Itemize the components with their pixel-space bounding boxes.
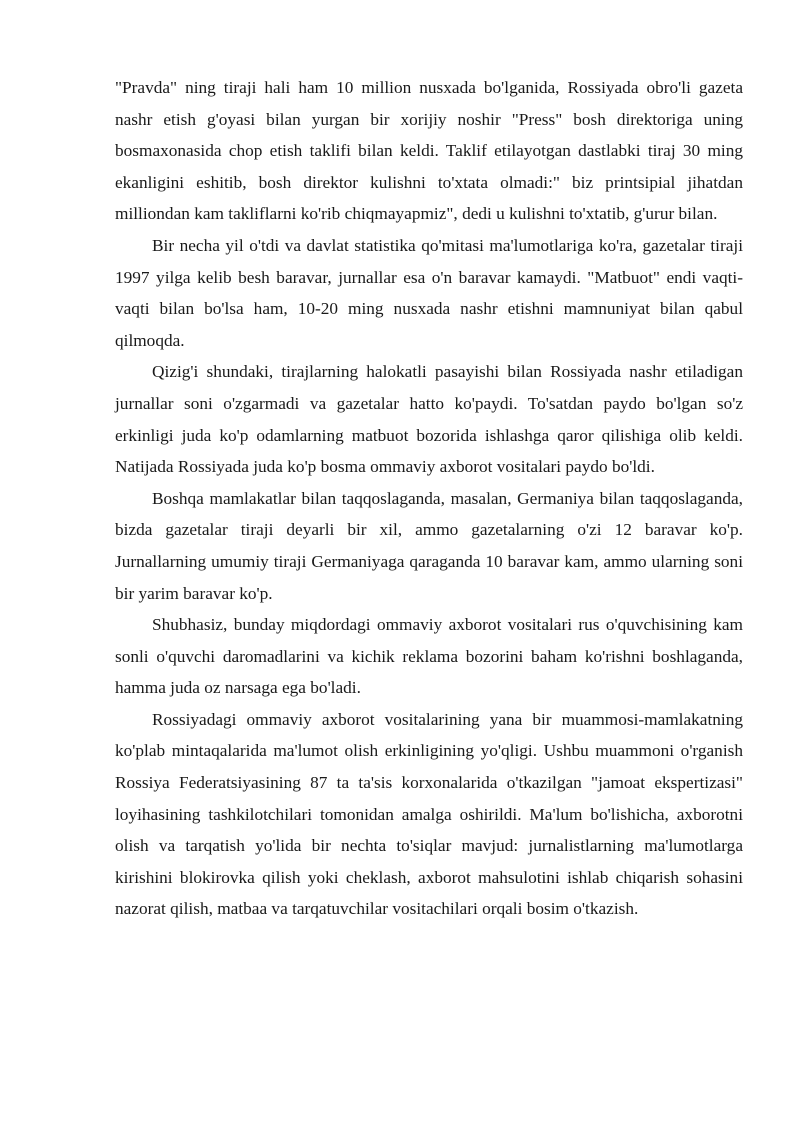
paragraph: Shubhasiz, bunday miqdordagi ommaviy axborot vositalari rus o'quvchisining kam sonli o'quvchi daromadlarini va kichik reklama bozorini baham ko'rishni boshlaganda, hamma juda oz narsaga ega bo'ladi. xyxy=(115,615,743,698)
paragraph: "Pravda" ning tiraji hali ham 10 million nusxada bo'lganida, Rossiyada obro'li gazeta nashr etish g'oyasi bilan yurgan bir xorijiy noshir "Press" bosh direktoriga uning bosmaxonasida chop etish taklifi bilan keldi. Taklif etilayotgan dastlabki tiraj 30 ming ekanligini eshitib, bosh direktor kulishni to'xtata olmadi:" biz printsipial jihatdan milliondan kam takliflarni ko'rib chiqmayapmiz", dedi u kulishni to'xtatib, g'urur bilan. xyxy=(115,78,743,224)
paragraph: Qizig'i shundaki, tirajlarning halokatli pasayishi bilan Rossiyada nashr etiladigan jurnallar soni o'zgarmadi va gazetalar hatto ko'paydi. To'satdan paydo bo'lgan so'z erkinligi juda ko'p odamlarning matbuot bozorida ishlashga qaror qilishiga olib keldi. Natijada Rossiyada juda ko'p bosma ommaviy axborot vositalari paydo bo'ldi. xyxy=(115,362,743,477)
paragraph: Bir necha yil o'tdi va davlat statistika qo'mitasi ma'lumotlariga ko'ra, gazetalar tiraji 1997 yilga kelib besh baravar, jurnallar esa o'n baravar kamaydi. "Matbuot" endi vaqti-vaqti bilan bo'lsa ham, 10-20 ming nusxada nashr etishni mamnuniyat bilan qabul qilmoqda. xyxy=(115,235,743,350)
paragraph: Boshqa mamlakatlar bilan taqqoslaganda, masalan, Germaniya bilan taqqoslaganda, bizda gazetalar tiraji deyarli bir xil, ammo gazetalarning o'zi 12 baravar ko'p. Jurnallarning umumiy tiraji Germaniyaga qaraganda 10 baravar kam, ammo ularning soni bir yarim baravar ko'p. xyxy=(115,488,743,603)
paragraph: Rossiyadagi ommaviy axborot vositalarining yana bir muammosi-mamlakatning ko'plab mintaqalarida ma'lumot olish erkinligining yo'qligi. Ushbu muammoni o'rganish Rossiya Federatsiyasining 87 ta ta'sis korxonalarida o'tkazilgan "jamoat ekspertizasi" loyihasining tashkilotchilari tomonidan amalga oshirildi. Ma'lum bo'lishicha, axborotni olish va tarqatish yo'lida bir nechta to'siqlar mavjud: jurnalistlarning ma'lumotlarga kirishini blokirovka qilish yoki cheklash, axborot mahsulotini ishlab chiqarish sohasini nazorat qilish, matbaa va tarqatuvchilar vositachilari orqali bosim o'tkazish. xyxy=(115,709,743,919)
document-page xyxy=(115,72,743,925)
